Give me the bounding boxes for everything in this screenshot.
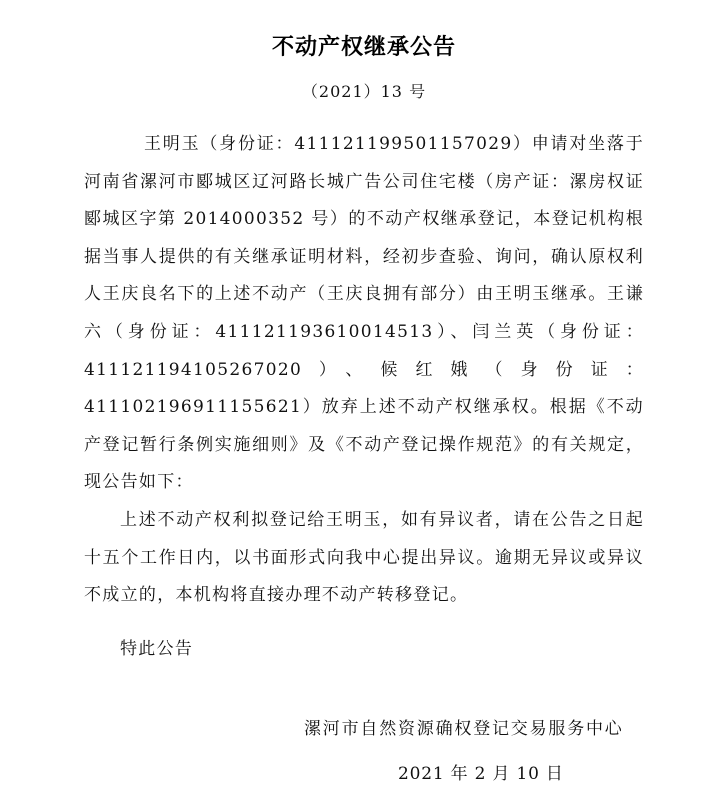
notice-number: （2021）13 号 (301, 82, 427, 101)
notice-title: 不动产权继承公告 (271, 35, 456, 60)
notice-date: 2021 年 2 月 10 日 (398, 764, 564, 784)
notice-paragraph-1: 王明玉（身份证：411121199501157029）申请对坐落于河南省漯河市郾城区辽河路长城广告公司住宅楼（房产证：漯房权证郾城区字第 2014000352 号）的不动产权继承登记，本登记机构根据当事人提供的有关继承证明材料，经初步查验、询问，确认原权利人王庆良名下的上述不动产（王庆良拥有部分）由王明玉继承。王谦六（身份证：411121193610014513）、闫兰英（身份证：411121194105267020）、候红娥（身份证：411102196911155621）放弃上述不动产权继承权。根据《不动产登记暂行条例实施细则》及《不动产登记操作规范》的有关规定，现公告如下： (84, 134, 644, 493)
closing-text: 特此公告 (120, 639, 194, 659)
notice-paragraph-2: 上述不动产权利拟登记给王明玉，如有异议者，请在公告之日起十五个工作日内，以书面形式向我中心提出异议。逾期无异议或异议不成立的，本机构将直接办理不动产转移登记。 (84, 510, 644, 606)
issuing-organization: 漯河市自然资源确权登记交易服务中心 (304, 719, 624, 739)
